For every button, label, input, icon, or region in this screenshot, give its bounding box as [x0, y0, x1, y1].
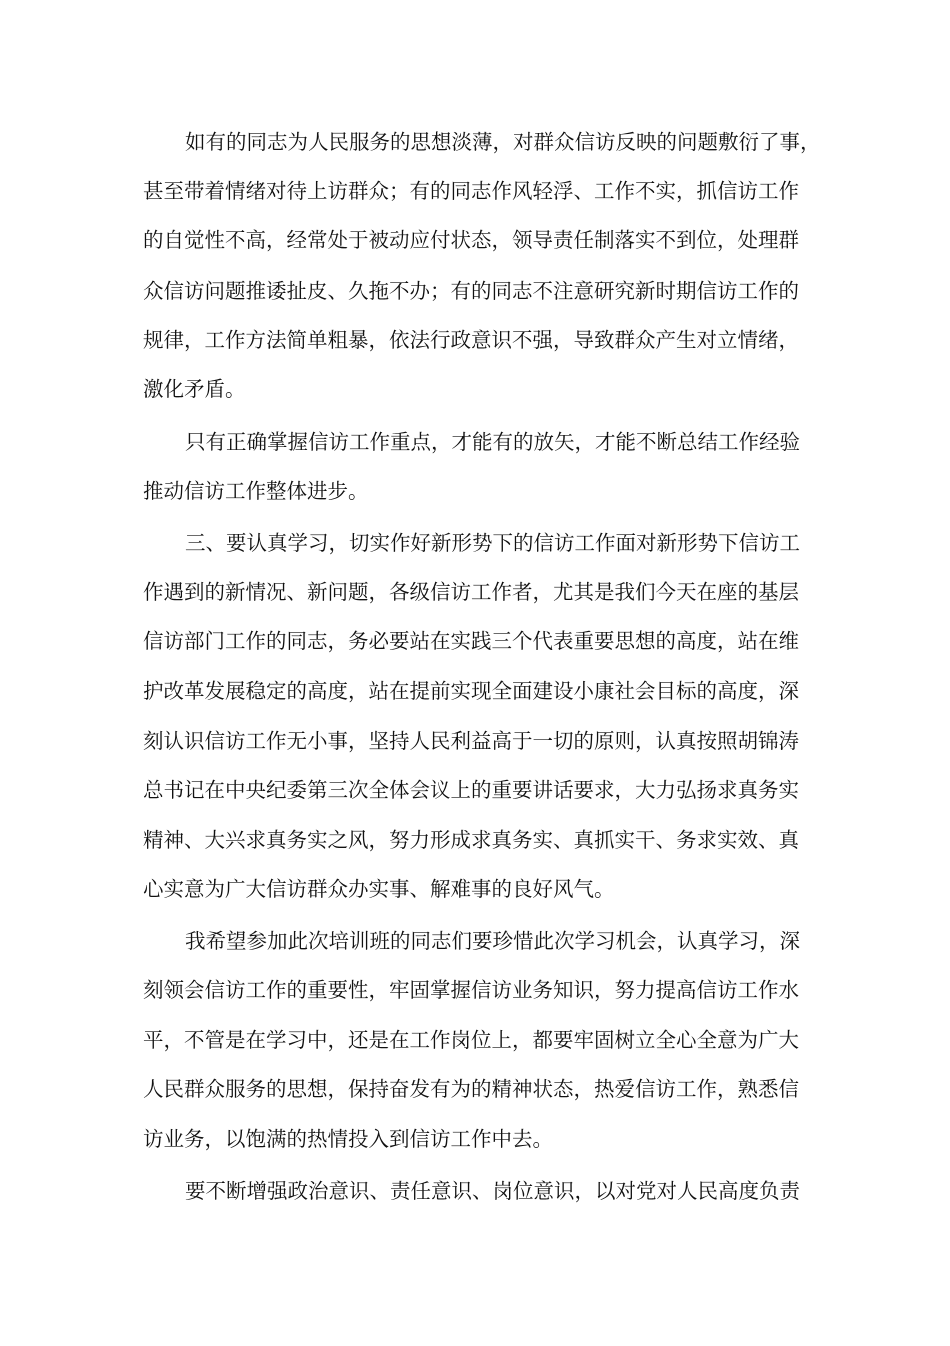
paragraph-3-line-8: 心实意为广大信访群众办实事、解难事的良好风气。 — [143, 877, 615, 901]
paragraph-4-line-5: 访业务，以饱满的热情投入到信访工作中去。 — [143, 1127, 553, 1151]
paragraph-2-line-1: 只有正确掌握信访工作重点，才能有的放矢，才能不断总结工作经验 — [185, 430, 800, 454]
paragraph-4-line-2: 刻领会信访工作的重要性，牢固掌握信访业务知识，努力提高信访工作水 — [143, 978, 799, 1002]
paragraph-2-line-2: 推动信访工作整体进步。 — [143, 479, 369, 503]
paragraph-1-line-4: 众信访问题推诿扯皮、久拖不办；有的同志不注意研究新时期信访工作的 — [143, 279, 799, 303]
paragraph-3-line-5: 刻认识信访工作无小事，坚持人民利益高于一切的原则，认真按照胡锦涛 — [143, 729, 799, 753]
paragraph-1-line-3: 的自觉性不高，经常处于被动应付状态，领导责任制落实不到位，处理群 — [143, 228, 799, 252]
paragraph-4-line-4: 人民群众服务的思想，保持奋发有为的精神状态，热爱信访工作，熟悉信 — [143, 1077, 799, 1101]
paragraph-3-line-6: 总书记在中央纪委第三次全体会议上的重要讲话要求，大力弘扬求真务实 — [143, 778, 799, 802]
paragraph-1-line-1: 如有的同志为人民服务的思想淡薄，对群众信访反映的问题敷衍了事， — [185, 130, 821, 154]
paragraph-3-line-4: 护改革发展稳定的高度，站在提前实现全面建设小康社会目标的高度，深 — [143, 679, 799, 703]
paragraph-1-line-5: 规律，工作方法简单粗暴，依法行政意识不强，导致群众产生对立情绪， — [143, 328, 799, 352]
paragraph-3-line-7: 精神、大兴求真务实之风，努力形成求真务实、真抓实干、务求实效、真 — [143, 828, 799, 852]
paragraph-4-line-1: 我希望参加此次培训班的同志们要珍惜此次学习机会，认真学习，深 — [185, 929, 800, 953]
paragraph-1-line-6: 激化矛盾。 — [143, 377, 246, 401]
paragraph-3-line-2: 作遇到的新情况、新问题，各级信访工作者，尤其是我们今天在座的基层 — [143, 580, 799, 604]
paragraph-3-line-1: 三、要认真学习，切实作好新形势下的信访工作面对新形势下信访工 — [185, 531, 800, 555]
paragraph-3-line-3: 信访部门工作的同志，务必要站在实践三个代表重要思想的高度，站在维 — [143, 629, 799, 653]
paragraph-1-line-2: 甚至带着情绪对待上访群众；有的同志作风轻浮、工作不实，抓信访工作 — [143, 179, 799, 203]
paragraph-5-line-1: 要不断增强政治意识、责任意识、岗位意识，以对党对人民高度负责 — [185, 1179, 800, 1203]
paragraph-4-line-3: 平，不管是在学习中，还是在工作岗位上，都要牢固树立全心全意为广大 — [143, 1028, 799, 1052]
